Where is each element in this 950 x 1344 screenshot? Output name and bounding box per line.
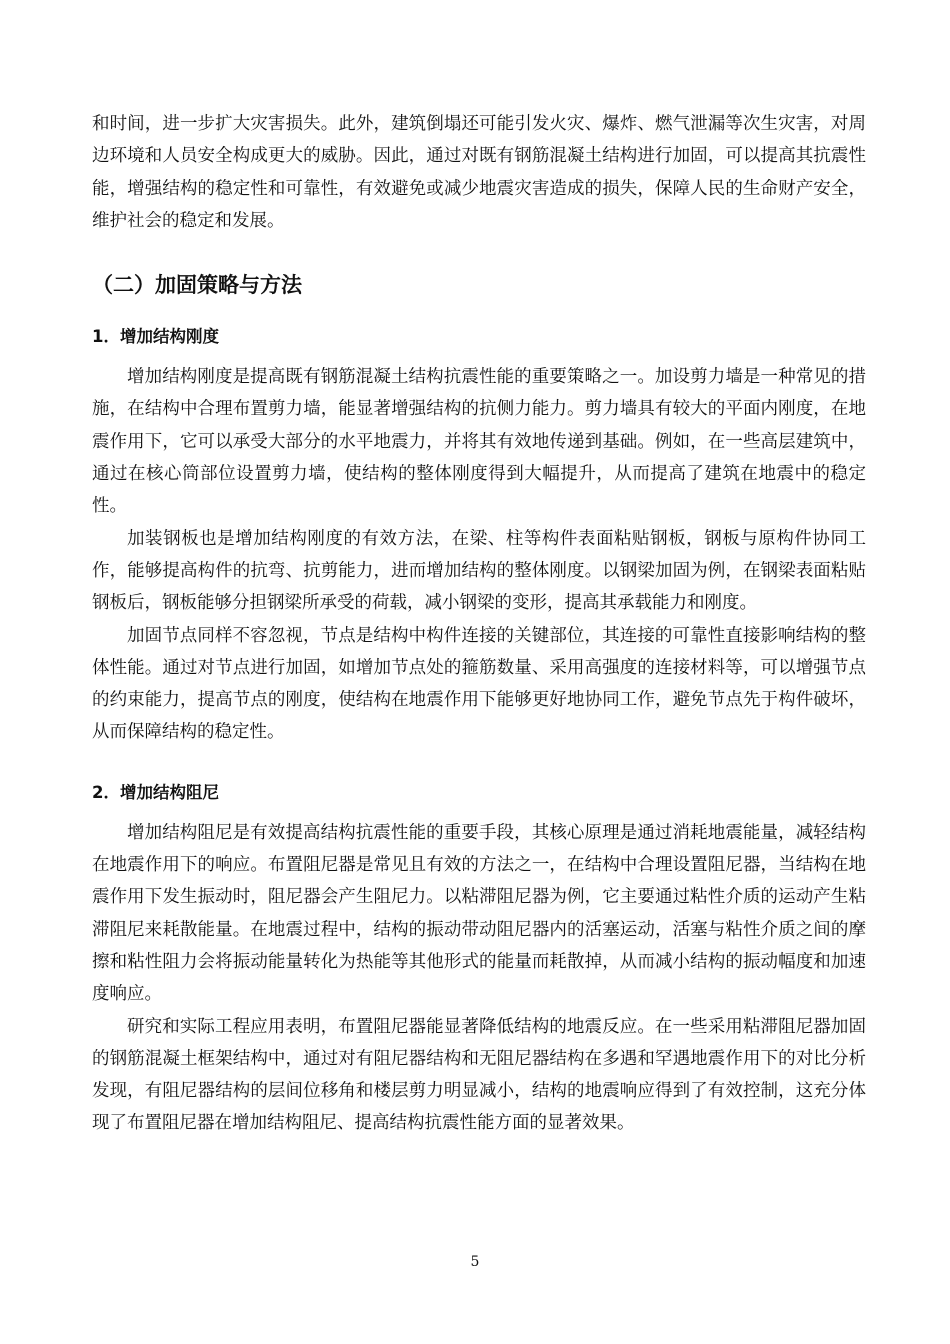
paragraph-damper-research: 研究和实际工程应用表明，布置阻尼器能显著降低结构的地震反应。在一些采用粘滞阻尼器加固的钢筋混凝土框架结构中，通过对有阻尼器结构和无阻尼器结构在多遇和罕遇地震作用下的对比分析发现，有阻尼器结构的层间位移角和楼层剪力明显减小，结构的地震响应得到了有效控制，这充分体现了布置阻尼器在增加结构阻尼、提高结构抗震性能方面的显著效果。	[92, 1016, 866, 1134]
section-title: （二）加固策略与方法	[92, 273, 302, 298]
paragraph-damper-principle: 增加结构阻尼是有效提高结构抗震性能的重要手段，其核心原理是通过消耗地震能量，减轻结构在地震作用下的响应。布置阻尼器是常见且有效的方法之一，在结构中合理设置阻尼器，当结构在地震作用下发生振动时，阻尼器会产生阻尼力。以粘滞阻尼器为例，它主要通过粘性介质的运动产生粘滞阻尼来耗散能量。在地震过程中，结构的振动带动阻尼器内的活塞运动，活塞与粘性介质之间的摩擦和粘性阻力会将振动能量转化为热能等其他形式的能量而耗散掉，从而减小结构的振动幅度和加速度响应。	[92, 822, 866, 1005]
spacer	[92, 749, 866, 763]
paragraph-steel-plate: 加装钢板也是增加结构刚度的有效方法，在梁、柱等构件表面粘贴钢板，钢板与原构件协同工作，能够提高构件的抗弯、抗剪能力，进而增加结构的整体刚度。以钢梁加固为例，在钢梁表面粘贴钢板后，钢板能够分担钢梁所承受的荷载，减小钢梁的变形，提高其承载能力和刚度。	[92, 528, 866, 614]
subsection-title-stiffness: 1．增加结构刚度	[92, 327, 219, 347]
intro-paragraph: 和时间，进一步扩大灾害损失。此外，建筑倒塌还可能引发火灾、爆炸、燃气泄漏等次生灾害，对周边环境和人员安全构成更大的威胁。因此，通过对既有钢筋混凝土结构进行加固，可以提高其抗震性能，增强结构的稳定性和可靠性，有效避免或减少地震灾害造成的损失，保障人民的生命财产安全，维护社会的稳定和发展。	[92, 114, 866, 231]
spacer	[92, 353, 866, 361]
paragraph-joint-reinforcement: 加固节点同样不容忽视，节点是结构中构件连接的关键部位，其连接的可靠性直接影响结构的整体性能。通过对节点进行加固，如增加节点处的箍筋数量、采用高强度的连接材料等，可以增强节点的约束能力，提高节点的刚度，使结构在地震作用下能够更好地协同工作，避免节点先于构件破坏，从而保障结构的稳定性。	[92, 625, 866, 743]
spacer	[92, 809, 866, 817]
page-content	[92, 108, 866, 1140]
subsection-title-damping: 2．增加结构阻尼	[92, 782, 219, 802]
page-number: 5	[470, 1254, 480, 1270]
paragraph-shear-wall: 增加结构刚度是提高既有钢筋混凝土结构抗震性能的重要策略之一。加设剪力墙是一种常见的措施，在结构中合理布置剪力墙，能显著增强结构的抗侧力能力。剪力墙具有较大的平面内刚度，在地震作用下，它可以承受大部分的水平地震力，并将其有效地传递到基础。例如，在一些高层建筑中，通过在核心筒部位设置剪力墙，使结构的整体刚度得到大幅提升，从而提高了建筑在地震中的稳定性。	[92, 367, 866, 517]
